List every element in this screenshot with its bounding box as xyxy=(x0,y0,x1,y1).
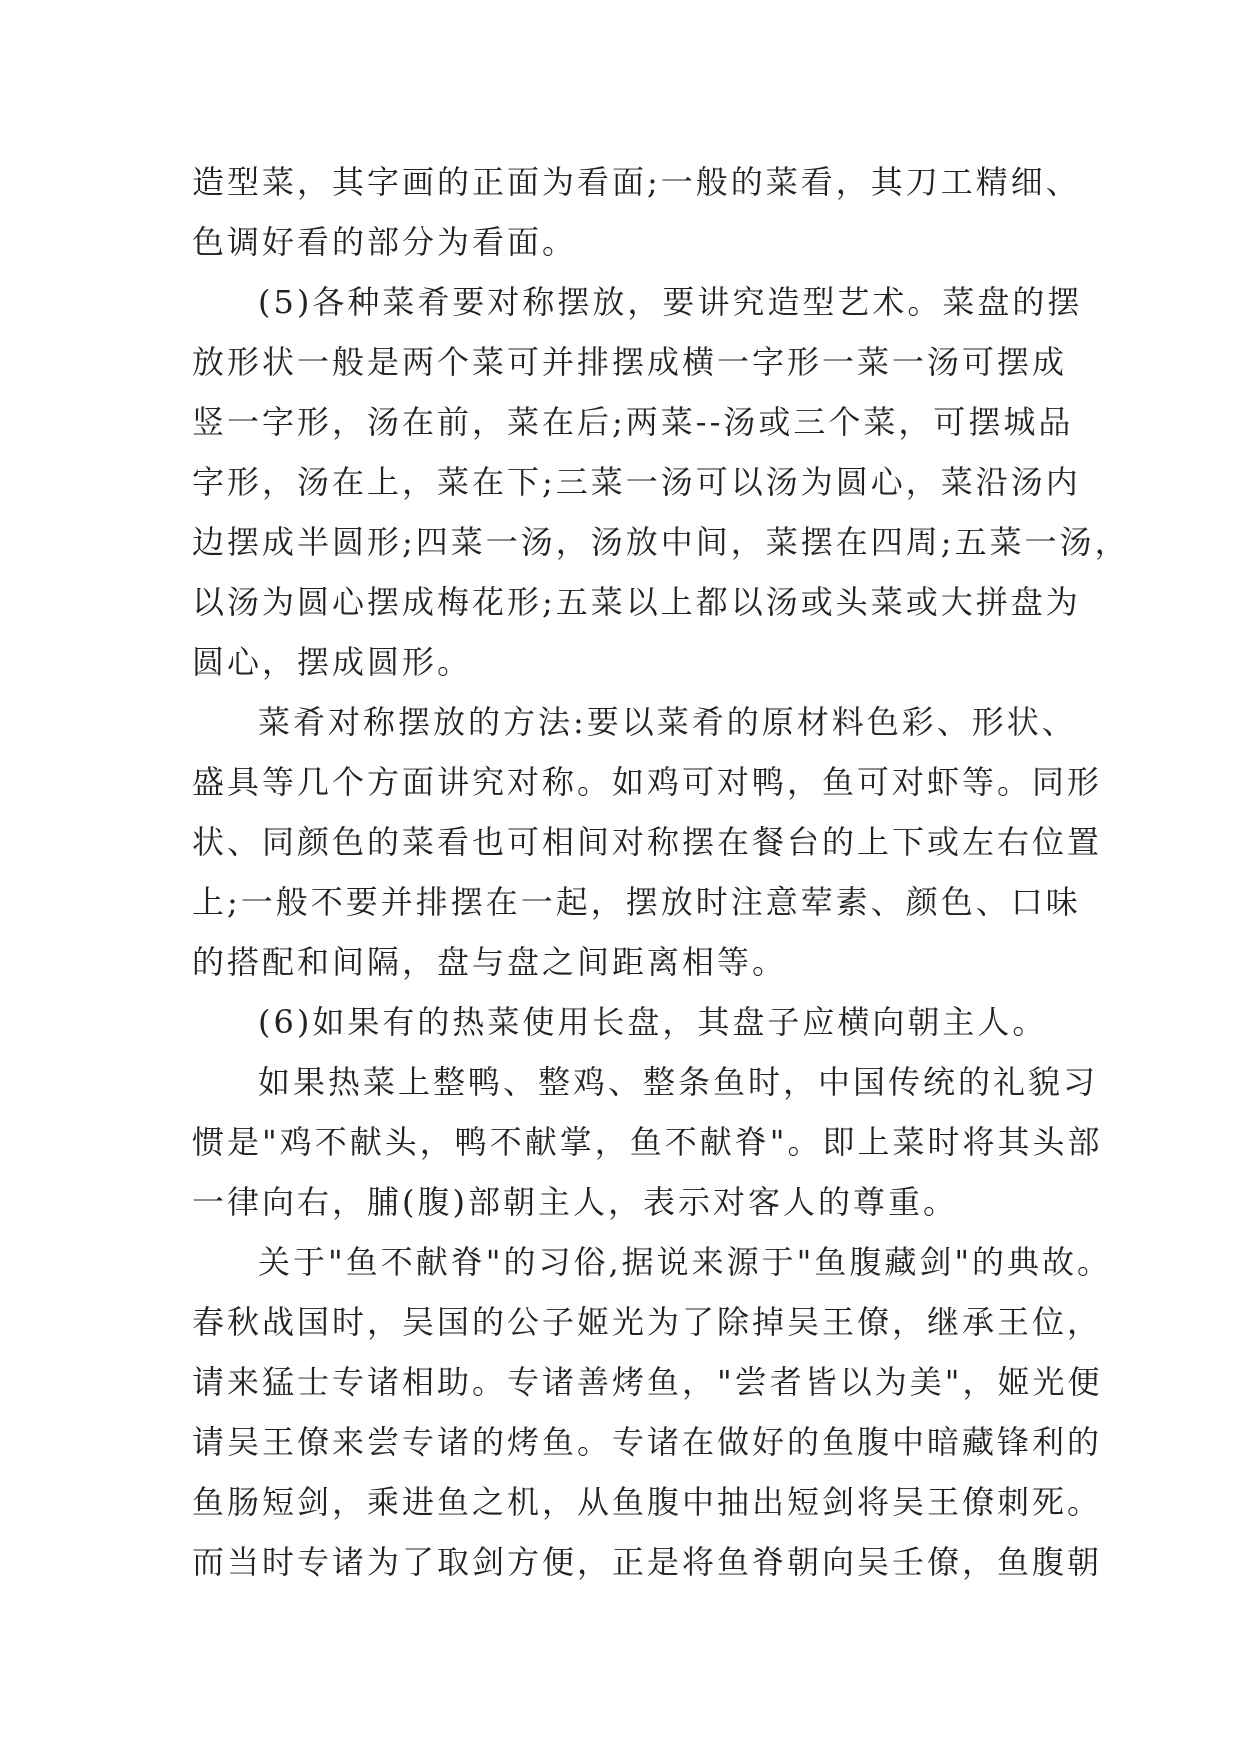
text-line: 上;一般不要并排摆在一起，摆放时注意荤素、颜色、口味 xyxy=(192,883,1081,921)
text-line: 圆心，摆成圆形。 xyxy=(192,643,473,681)
text-line: 鱼肠短剑，乘进鱼之机，从鱼腹中抽出短剑将吴王僚刺死。 xyxy=(192,1483,1103,1521)
text-line: 关于"鱼不献脊"的习俗,据说来源于"鱼腹藏剑"的典故。 xyxy=(258,1243,1113,1281)
text-line: 惯是"鸡不献头，鸭不献掌，鱼不献脊"。即上菜时将其头部 xyxy=(192,1123,1103,1161)
text-line: 色调好看的部分为看面。 xyxy=(192,223,578,261)
text-line: 字形，汤在上，菜在下;三菜一汤可以汤为圆心，菜沿汤内 xyxy=(192,463,1081,501)
document-body xyxy=(192,152,1130,1592)
text-line: 如果热菜上整鸭、整鸡、整条鱼时，中国传统的礼貌习 xyxy=(258,1063,1099,1101)
text-line: 菜肴对称摆放的方法:要以菜肴的原材料色彩、形状、 xyxy=(258,703,1077,741)
text-line: 竖一字形，汤在前，菜在后;两菜--汤或三个菜，可摆城品 xyxy=(192,403,1074,441)
text-line: (5)各种菜肴要对称摆放，要讲究造型艺术。菜盘的摆 xyxy=(258,283,1083,321)
text-line: 请吴王僚来尝专诸的烤鱼。专诸在做好的鱼腹中暗藏锋利的 xyxy=(192,1423,1103,1461)
text-line: 请来猛士专诸相助。专诸善烤鱼，"尝者皆以为美"，姬光便 xyxy=(192,1363,1103,1401)
text-line: 状、同颜色的菜看也可相间对称摆在餐台的上下或左右位置 xyxy=(192,823,1103,861)
text-line: 边摆成半圆形;四菜一汤，汤放中间，菜摆在四周;五菜一汤， xyxy=(192,523,1130,561)
text-line: 的搭配和间隔，盘与盘之间距离相等。 xyxy=(192,943,788,981)
text-line: 春秋战国时，吴国的公子姬光为了除掉吴王僚，继承王位， xyxy=(192,1303,1103,1341)
text-line: 一律向右，脯(腹)部朝主人，表示对客人的尊重。 xyxy=(192,1183,958,1221)
text-line: 以汤为圆心摆成梅花形;五菜以上都以汤或头菜或大拼盘为 xyxy=(192,583,1081,621)
text-line: (6)如果有的热菜使用长盘，其盘子应横向朝主人。 xyxy=(258,1003,1048,1041)
text-line: 放形状一般是两个菜可并排摆成横一字形一菜一汤可摆成 xyxy=(192,343,1068,381)
text-line: 造型菜，其字画的正面为看面;一般的菜看，其刀工精细、 xyxy=(192,163,1081,201)
text-line: 而当时专诸为了取剑方便，正是将鱼脊朝向吴壬僚，鱼腹朝 xyxy=(192,1543,1103,1581)
text-line: 盛具等几个方面讲究对称。如鸡可对鸭，鱼可对虾等。同形 xyxy=(192,763,1103,801)
